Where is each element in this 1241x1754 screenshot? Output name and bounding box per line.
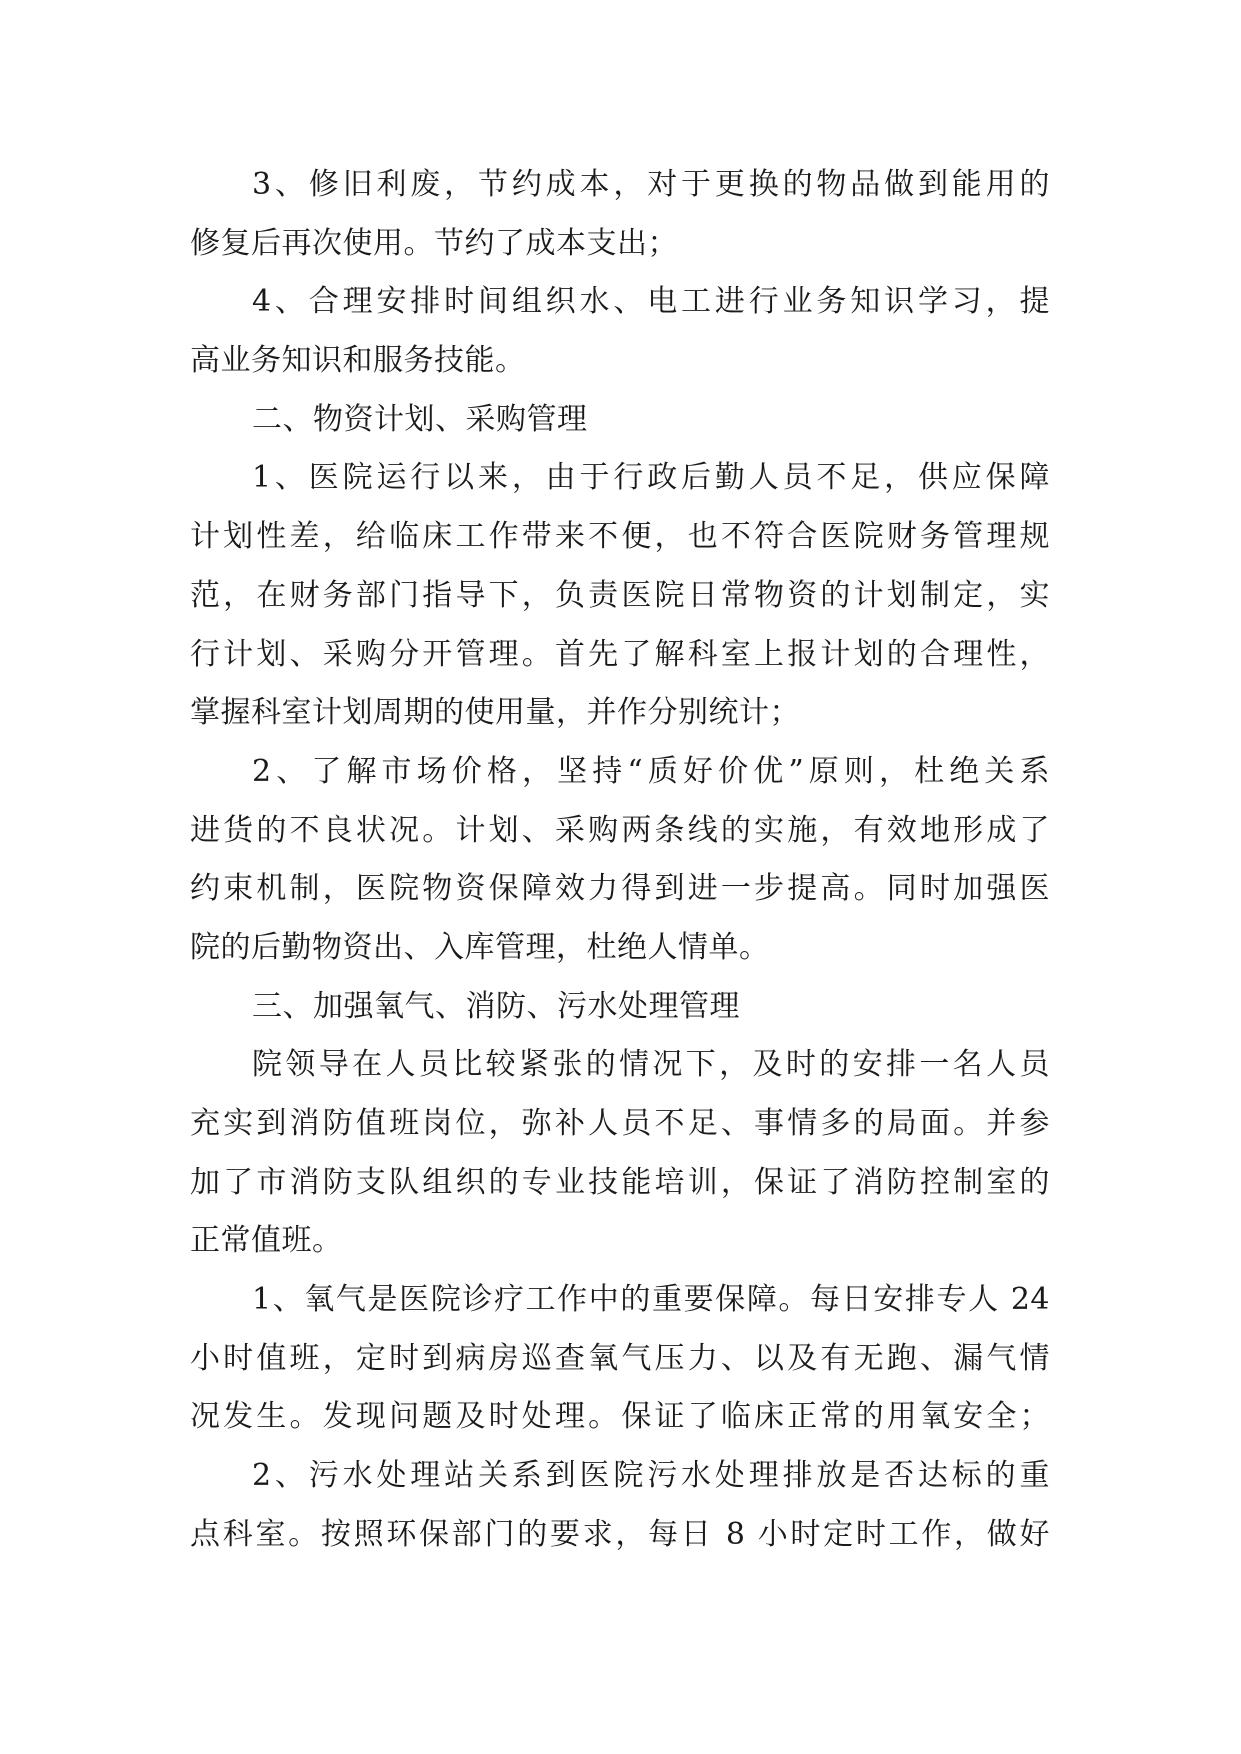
- paragraph-line: 院的后勤物资出、入库管理，杜绝人情单。: [190, 929, 770, 965]
- section-heading: 二、物资计划、采购管理: [252, 401, 588, 437]
- paragraph-line: 2、污水处理站关系到医院污水处理排放是否达标的重: [252, 1458, 1050, 1494]
- section-heading: 三、加强氧气、消防、污水处理管理: [252, 988, 740, 1024]
- paragraph-line: 院领导在人员比较紧张的情况下，及时的安排一名人员: [252, 1047, 1050, 1083]
- paragraph-line: 点科室。按照环保部门的要求，每日 8 小时定时工作，做好: [190, 1516, 1050, 1552]
- paragraph-line: 加了市消防支队组织的专业技能培训，保证了消防控制室的: [190, 1164, 1050, 1200]
- paragraph-line: 1、氧气是医院诊疗工作中的重要保障。每日安排专人 24: [252, 1282, 1050, 1318]
- document-body: [190, 156, 1050, 1565]
- paragraph-line: 小时值班，定时到病房巡查氧气压力、以及有无跑、漏气情: [190, 1340, 1050, 1376]
- paragraph-line: 充实到消防值班岗位，弥补人员不足、事情多的局面。并参: [190, 1106, 1050, 1141]
- paragraph-line: 进货的不良状况。计划、采购两条线的实施，有效地形成了: [190, 812, 1050, 848]
- paragraph-line: 掌握科室计划周期的使用量，并作分别统计；: [190, 695, 800, 731]
- paragraph-line: 约束机制，医院物资保障效力得到进一步提高。同时加强医: [190, 871, 1050, 907]
- paragraph-line: 范，在财务部门指导下，负责医院日常物资的计划制定，实: [190, 577, 1050, 613]
- paragraph-line: 计划性差，给临床工作带来不便，也不符合医院财务管理规: [190, 519, 1050, 555]
- paragraph-line: 正常值班。: [190, 1223, 343, 1259]
- paragraph-line: 3、修旧利废，节约成本，对于更换的物品做到能用的: [252, 167, 1050, 202]
- paragraph-line: 高业务知识和服务技能。: [190, 343, 526, 379]
- paragraph-line: 2、了解市场价格，坚持“质好价优”原则，杜绝关系: [252, 753, 1050, 789]
- paragraph-line: 况发生。发现问题及时处理。保证了临床正常的用氧安全；: [190, 1399, 1050, 1435]
- paragraph-line: 行计划、采购分开管理。首先了解科室上报计划的合理性，: [190, 636, 1050, 672]
- paragraph-line: 修复后再次使用。节约了成本支出；: [190, 225, 678, 261]
- paragraph-line: 1、医院运行以来，由于行政后勤人员不足，供应保障: [252, 460, 1050, 496]
- paragraph-line: 4、合理安排时间组织水、电工进行业务知识学习，提: [252, 284, 1050, 320]
